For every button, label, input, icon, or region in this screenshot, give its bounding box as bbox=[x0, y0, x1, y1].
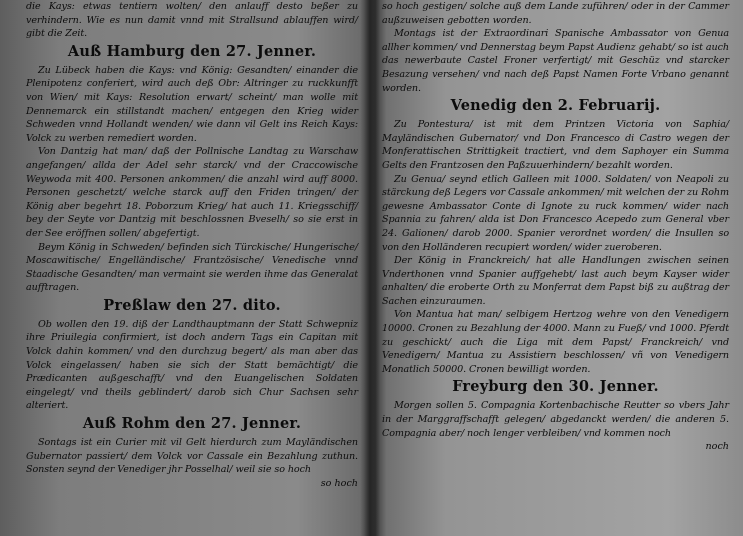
paragraph-genua: Zu Genua/ seynd etlich Galleen mit 1000. Soldaten/ von Neapoli zu stärckung deß Legers vor Cassale ankommen/ mit welchen der zu Rohm gewesne Ambassator Conte di Ignote zu ruck kommen/ wider nach Spannia zu fahren/ alda ist Don Francesco Acepedo zum General vber 24. Galionen/ darob 2000. Spanier verordnet worden/ die Insullen so von den Holländeren recupiert worden/ wider zueroberen. bbox=[382, 173, 729, 253]
paragraph-schweden: Beym König in Schweden/ befinden sich Türckische/ Hungerische/ Moscawitische/ Engelländische/ Frantzösische/ Venedische vnnd Staadische Gesandten/ man vermaint sie werden ihme das Generalat aufftragen. bbox=[26, 241, 358, 294]
right-top-fragment: so hoch gestigen/ solche auß dem Lande zuführen/ oder in der Cammer außzuweisen gebotten worden. bbox=[382, 1, 729, 26]
paragraph-mantua: Von Mantua hat man/ selbigem Hertzog wehre von den Venedigern 10000. Cronen zu Bezahlung der 4000. Mann zu Fueß/ vnd 1000. Pferdt zu geschickt/ auch die Liga mit dem Papst/ Franckreich/ vnd Venedigern/ Mantua zu Assistiern beschlossen/ vñ von Venedigern Monatlich 50000. Cronen bewilligt worden. bbox=[382, 309, 729, 375]
heading-hamburg: Auß Hamburg den 27. Jenner. bbox=[67, 42, 317, 60]
paragraph-franckreich: Der König in Franckreich/ hat alle Handlungen zwischen seinen Vnderthonen vnnd Spanier auffgehebt/ last auch beym Kayser wider anhalten/ die eroberte Orth zu Monferrat dem Papst biß zu außtrag der Sachen einzuraumen. bbox=[382, 255, 729, 307]
paragraph-dantzig: Von Dantzig hat man/ daß der Pollnische Landtag zu Warschaw angefangen/ allda der Adel sehr starck/ vnd der Craccowische Weywoda mit 400. Personen ankommen/ die anzahl wird auff 8000. Personen geschetzt/ welche starck auff den Friden tringen/ der König aber begehrt 18. Poborzum Krieg/ hat auch 11. Kriegsschiff/ bey der Seyte vor Dantzig mit beschlossnen Bveselh/ so sie erst in der See eröffnen sollen/ abgefertigt. bbox=[26, 146, 358, 239]
paragraph-curier: Sontags ist ein Curier mit vil Gelt hierdurch zum Mayländischen Gubernator passiert/ dem Volck vor Cassale ein Bezahlung zuthun. Sonsten seynd der Venediger jhr Posselhal/ weil sie so hoch bbox=[26, 437, 358, 476]
right-page bbox=[372, 0, 743, 536]
paragraph-luebeck: Zu Lübeck haben die Kays: vnd König: Gesandten/ einander die Plenipotenz conferiert, wird auch deß Obr: Altringer zu ruckkunfft von Wien/ mit Kays: Resolution erwart/ scheint/ man wolle mit Dennemarck ein stillstandt machen/ entgegen den Krieg wider Schweden vnnd Hollandt wenden/ wie dann vil Gelt ins Reich Kays: Volck zu werben remediert worden. bbox=[26, 64, 358, 144]
catchword-right: noch bbox=[705, 441, 729, 453]
paragraph-kortenbach: Morgen sollen 5. Compagnia Kortenbachische Reutter so vbers Jahr in der Marggraffschafft gelegen/ abgedanckt werden/ die anderen 5. Compagnia aber/ noch lenger verbleiben/ vnd kommen noch bbox=[382, 400, 729, 439]
heading-breslau: Preßlaw den 27. dito. bbox=[103, 296, 281, 314]
left-top-fragment: die Kays: etwas tentiern wolten/ den anlauff desto beßer zu verhindern. Wie es nun damit vnnd mit Strallsund ablauffen wird/ gibt die Zeit. bbox=[26, 1, 358, 40]
paragraph-schwepniz: Ob wollen den 19. diß der Landthauptmann der Statt Schwepniz ihre Priuilegia confirmiert, ist doch andern Tags ein Capitan mit Volck dahin kommen/ vnd den durchzug begert/ als man aber das Volck eingelassen/ haben sie sich der Statt bemächtigt/ die Prædicanten außgeschafft/ vnd den Euangelischen Soldaten eingelegt/ vnd theils geblindert/ darob sich Chur Sachsen sehr alteriert. bbox=[26, 318, 358, 412]
heading-freyburg: Freyburg den 30. Jenner. bbox=[452, 378, 659, 396]
left-page bbox=[0, 0, 368, 536]
heading-venedig: Venedig den 2. Februarij. bbox=[450, 97, 661, 115]
paragraph-ambassator: Montags ist der Extraordinari Spanische Ambassator von Genua allher kommen/ vnd Dennerstag beym Papst Audienz gehabt/ so ist auch das newerbaute Castel Froner verfertigt/ mit Geschüz vnd starcker Besazung versehen/ vnd nach deß Papst Namen Forte Vrbano genannt worden. bbox=[382, 28, 729, 94]
catchword-left: so hoch bbox=[320, 477, 358, 489]
paragraph-pontestura: Zu Pontestura/ ist mit dem Printzen Victoria von Saphia/ Mayländischen Gubernator/ vnd Don Francesco di Castro wegen der Monferattischen Strittigkeit tractiert, vnd dem Saphoyer ein Summa Gelts den Frantzosen den Paßzuuerhindern/ bezahlt worden. bbox=[382, 119, 729, 171]
heading-rom: Auß Rohm den 27. Jenner. bbox=[82, 415, 302, 433]
